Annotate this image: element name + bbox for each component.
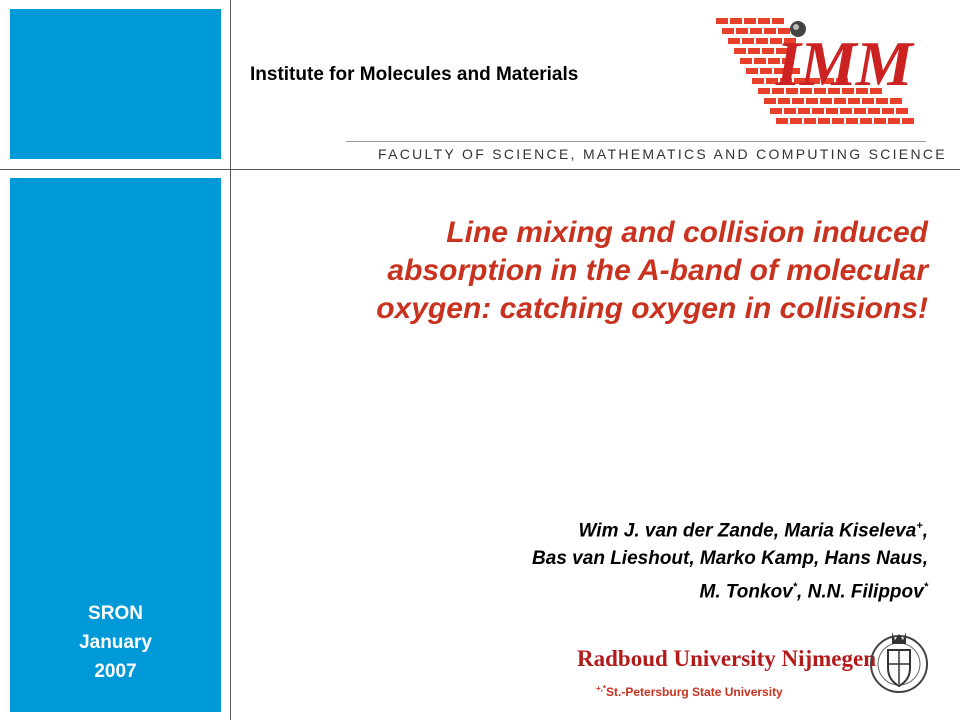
affiliation-mark: +	[916, 520, 923, 532]
author-text: Wim J. van der Zande, Maria Kiseleva	[578, 520, 917, 542]
affiliation-text: St.-Petersburg State University	[606, 685, 783, 699]
event-month: January	[79, 632, 152, 653]
author-line	[380, 573, 928, 606]
event-name: SRON	[88, 603, 143, 624]
event-info	[10, 599, 221, 686]
university-crest-icon	[868, 624, 930, 700]
institute-name: Institute for Molecules and Materials	[250, 64, 579, 85]
faculty-name: FACULTY OF SCIENCE, MATHEMATICS AND COMPUTING SCIENCE	[378, 146, 947, 162]
affiliation-note	[596, 684, 783, 699]
author-line: Bas van Lieshout, Marko Kamp, Hans Naus,	[532, 548, 928, 570]
event-year: 2007	[94, 661, 137, 682]
university-name: Radboud University Nijmegen	[577, 646, 877, 671]
author-text: , N.N. Filippov	[797, 581, 924, 603]
affiliation-mark: *	[792, 581, 798, 594]
author-text: ,	[922, 520, 928, 542]
author-list	[380, 512, 928, 607]
affiliation-mark: *	[923, 581, 928, 594]
author-text: M. Tonkov	[699, 581, 793, 603]
title-line: oxygen: catching oxygen in collisions!	[376, 292, 928, 325]
horizontal-divider	[0, 169, 960, 170]
logo-text: IMM	[776, 28, 912, 99]
title-line: absorption in the A-band of molecular	[387, 254, 928, 287]
title-line: Line mixing and collision induced	[446, 216, 928, 249]
author-line	[380, 512, 928, 545]
vertical-divider	[230, 0, 231, 720]
faculty-rule	[346, 141, 926, 142]
sidebar-top-block	[10, 9, 221, 159]
slide-title	[260, 214, 928, 328]
affiliation-mark: +,*	[596, 684, 607, 693]
